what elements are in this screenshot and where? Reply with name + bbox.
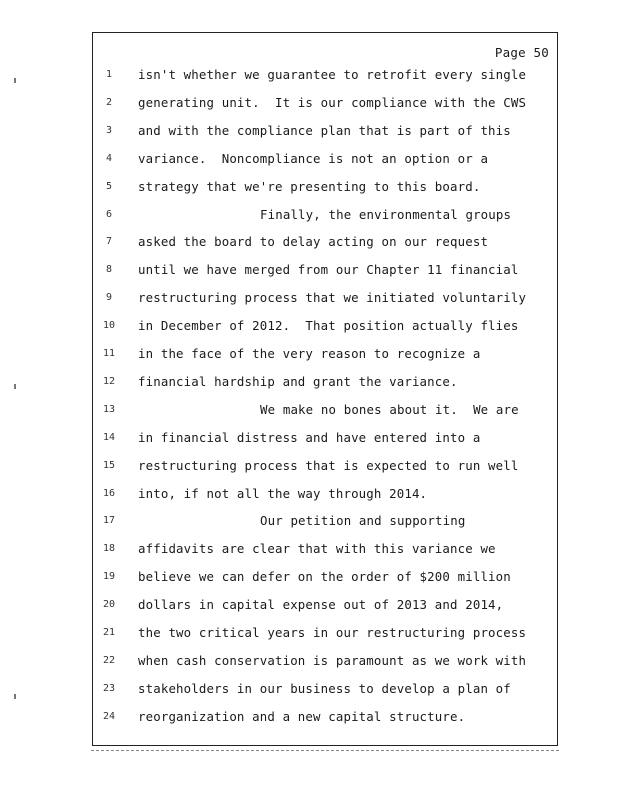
line-number: 24	[102, 710, 116, 722]
line-number: 23	[102, 682, 116, 694]
line-number: 21	[102, 627, 116, 638]
transcript-line	[93, 179, 555, 199]
line-text: Finally, the environmental groups	[260, 206, 512, 222]
line-number: 18	[102, 543, 116, 555]
line-text: asked the board to delay acting on our request	[138, 234, 489, 250]
line-number: 1	[105, 69, 113, 80]
line-number: 17	[102, 515, 116, 527]
transcript-line	[93, 67, 555, 87]
transcript-line	[93, 262, 555, 282]
line-number: 19	[102, 571, 116, 583]
line-text: and with the compliance plan that is part of this	[138, 122, 511, 138]
line-text: reorganization and a new capital structure.	[138, 708, 466, 724]
line-text: restructuring process that we initiated voluntarily	[138, 290, 527, 306]
line-number: 5	[105, 180, 113, 192]
line-number: 9	[105, 292, 113, 304]
line-text: until we have merged from our Chapter 11 financial	[138, 262, 519, 278]
transcript-line	[93, 458, 555, 478]
transcript-line	[93, 207, 555, 227]
line-text: when cash conservation is paramount as we work with	[138, 652, 527, 668]
line-text: variance. Noncompliance is not an option or a	[138, 150, 489, 166]
transcript-line	[93, 123, 555, 143]
transcript-line	[93, 486, 555, 506]
transcript-line	[93, 681, 555, 701]
line-text: We make no bones about it. We are	[260, 401, 519, 417]
transcript-line	[93, 709, 555, 729]
transcript-line	[93, 151, 555, 171]
line-number: 8	[105, 264, 113, 276]
transcript-line	[93, 374, 555, 394]
transcript-line	[93, 597, 555, 617]
line-number: 3	[105, 124, 113, 136]
line-text: believe we can defer on the order of $200 million	[138, 569, 511, 585]
line-text: in December of 2012. That position actually flies	[138, 318, 519, 334]
transcript-line	[93, 569, 555, 589]
line-text: into, if not all the way through 2014.	[138, 485, 428, 501]
transcript-line	[93, 541, 555, 561]
line-text: strategy that we're presenting to this board.	[138, 178, 481, 194]
transcript-line	[93, 402, 555, 422]
line-number: 16	[102, 487, 116, 499]
scan-mark-2	[14, 384, 16, 389]
line-text: dollars in capital expense out of 2013 and 2014,	[138, 597, 504, 613]
line-text: affidavits are clear that with this variance we	[138, 541, 496, 557]
line-number: 20	[102, 599, 116, 611]
transcript-line	[93, 290, 555, 310]
line-number: 15	[102, 459, 116, 471]
line-number: 22	[102, 654, 116, 666]
scan-mark-1	[14, 78, 16, 83]
line-text: isn't whether we guarantee to retrofit every single	[138, 67, 527, 82]
line-number: 11	[102, 348, 116, 359]
line-number: 4	[105, 152, 113, 164]
line-number: 14	[102, 431, 116, 443]
line-text: the two critical years in our restructuring process	[138, 625, 527, 640]
line-number: 12	[102, 375, 116, 387]
transcript-line	[93, 513, 555, 533]
transcript-line	[93, 625, 555, 645]
line-number: 13	[102, 403, 116, 415]
transcript-line	[93, 346, 555, 366]
line-text: restructuring process that is expected to run well	[138, 457, 519, 473]
transcript-line	[93, 430, 555, 450]
line-number: 7	[105, 236, 113, 248]
line-text: in financial distress and have entered into a	[138, 429, 481, 445]
transcript-line	[93, 95, 555, 115]
line-text: financial hardship and grant the variance.	[138, 373, 458, 389]
transcript-line	[93, 234, 555, 254]
transcript-page	[92, 32, 558, 746]
line-number: 10	[102, 320, 116, 332]
scan-mark-3	[14, 694, 16, 699]
line-text: in the face of the very reason to recognize a	[138, 346, 481, 361]
line-text: Our petition and supporting	[260, 513, 466, 529]
page-number: Page 50	[494, 45, 549, 60]
line-number: 6	[105, 208, 113, 220]
line-text: generating unit. It is our compliance with the CWS	[138, 94, 527, 110]
transcript-line	[93, 653, 555, 673]
line-text: stakeholders in our business to develop a plan of	[138, 680, 511, 696]
transcript-line	[93, 318, 555, 338]
line-number: 2	[105, 96, 113, 108]
